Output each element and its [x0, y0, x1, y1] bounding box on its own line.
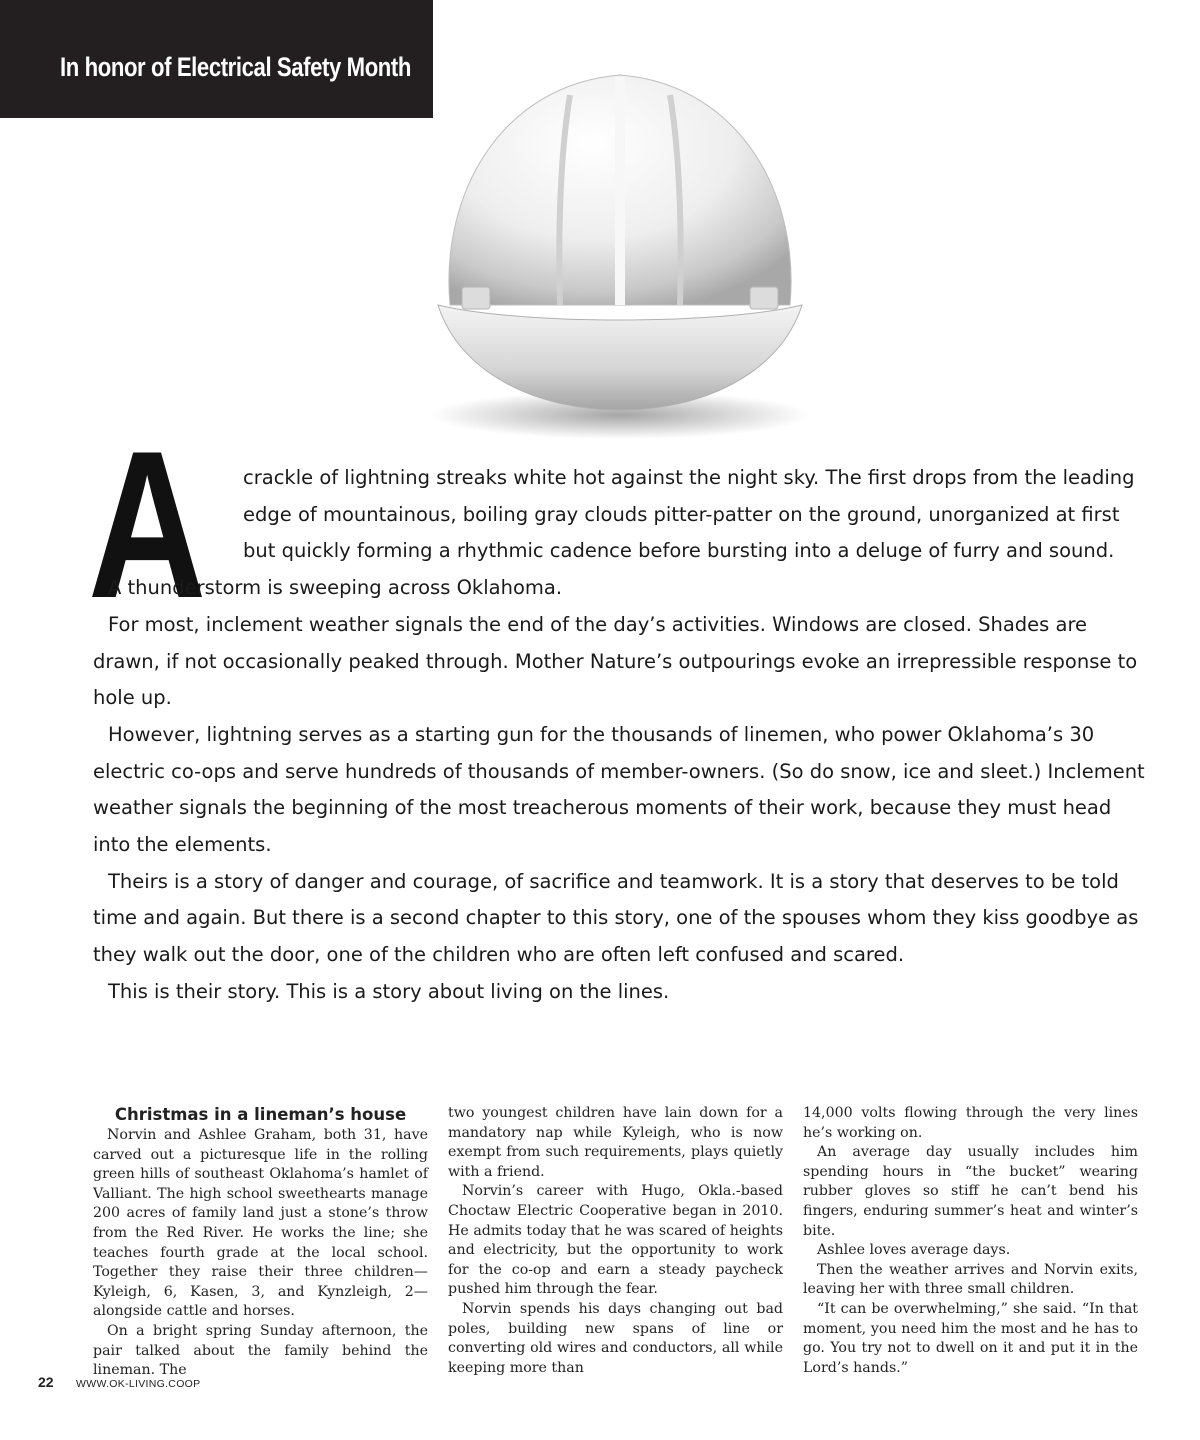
page-footer [38, 1374, 200, 1392]
body-paragraph: An average day usually includes him spending hours in “the bucket” wearing rubber gloves so stiff he can’t bend his fingers, enduring summer’s heat and winter’s bite. [803, 1144, 1138, 1239]
hard-hat-image [420, 55, 820, 445]
website-link[interactable]: WWW.OK-LIVING.COOP [76, 1378, 201, 1390]
body-paragraph: 14,000 volts flowing through the very lines he’s working on. [803, 1105, 1138, 1141]
body-paragraph: On a bright spring Sunday afternoon, the pair talked about the family behind the lineman. The [93, 1322, 428, 1379]
lead-text [93, 460, 1151, 1011]
drop-cap: A [88, 407, 207, 642]
column-2 [448, 1104, 783, 1378]
body-paragraph: Then the weather arrives and Norvin exits, leaving her with three small children. [803, 1261, 1138, 1298]
lead-paragraph: A thunderstorm is sweeping across Oklahoma. [108, 576, 563, 600]
lead-paragraph: However, lightning serves as a starting gun for the thousands of linemen, who power Oklahoma’s 30 electric co-ops and serve hundreds of thousands of member-owners. (So do snow, ice and sleet.) Inclement weather signals the beginning of the most treacherous moments of their work, because they must head into the elements. [93, 722, 1145, 857]
lead-paragraph: Theirs is a story of danger and courage, of sacrifice and teamwork. It is a story that deserves to be told time and again. But there is a second chapter to this story, one of the spouses whom they kiss goodbye as they walk out the door, one of the children who are often left confused and scared. [93, 869, 1139, 967]
column-1 [93, 1104, 428, 1381]
section-banner [0, 0, 433, 118]
body-paragraph: Norvin and Ashlee Graham, both 31, have carved out a picturesque life in the rolling green hills of southeast Oklahoma’s hamlet of Valliant. The high school sweethearts manage 200 acres of family land just a stone’s throw from the Red River. He works the line; she teaches fourth grade at the local school. Together they raise their three children—Kyleigh, 6, Kasen, 3, and Kynzleigh, 2—alongside cattle and horses. [93, 1127, 428, 1320]
lead-paragraph: crackle of lightning streaks white hot against the night sky. The first drops from the leading edge of mountainous, boiling gray clouds pitter-patter on the ground, unorganized at first but quickly forming a rhythmic cadence before bursting into a deluge of furry and sound. [243, 466, 1135, 563]
page-number: 22 [38, 1374, 54, 1390]
lead-paragraph: This is their story. This is a story about living on the lines. [108, 979, 670, 1003]
body-paragraph: Norvin spends his days changing out bad poles, building new spans of line or converting old wires and conductors, all while keeping more than [448, 1300, 783, 1376]
body-paragraph: Ashlee loves average days. [817, 1242, 1011, 1259]
lead-paragraph: For most, inclement weather signals the end of the day’s activities. Windows are closed. Shades are drawn, if not occasionally peaked through. Mother Nature’s outpourings evoke an irrepressible response to hole up. [93, 612, 1138, 710]
banner-title: In honor of Electrical Safety Month [60, 52, 411, 82]
body-paragraph: Norvin’s career with Hugo, Okla.-based Choctaw Electric Cooperative began in 2010. He admits today that he was scared of heights and electricity, but the opportunity to work for the co-op and earn a steady paycheck pushed him through the fear. [448, 1183, 783, 1298]
column-3 [803, 1104, 1138, 1378]
body-paragraph: two youngest children have lain down for a mandatory nap while Kyleigh, who is now exempt from such requirements, plays quietly with a friend. [448, 1105, 783, 1180]
subhead: Christmas in a lineman’s house [114, 1105, 407, 1124]
body-paragraph: “It can be overwhelming,” she said. “In that moment, you need him the most and he has to go. You try not to dwell on it and put it in the Lord’s hands.” [803, 1300, 1138, 1376]
